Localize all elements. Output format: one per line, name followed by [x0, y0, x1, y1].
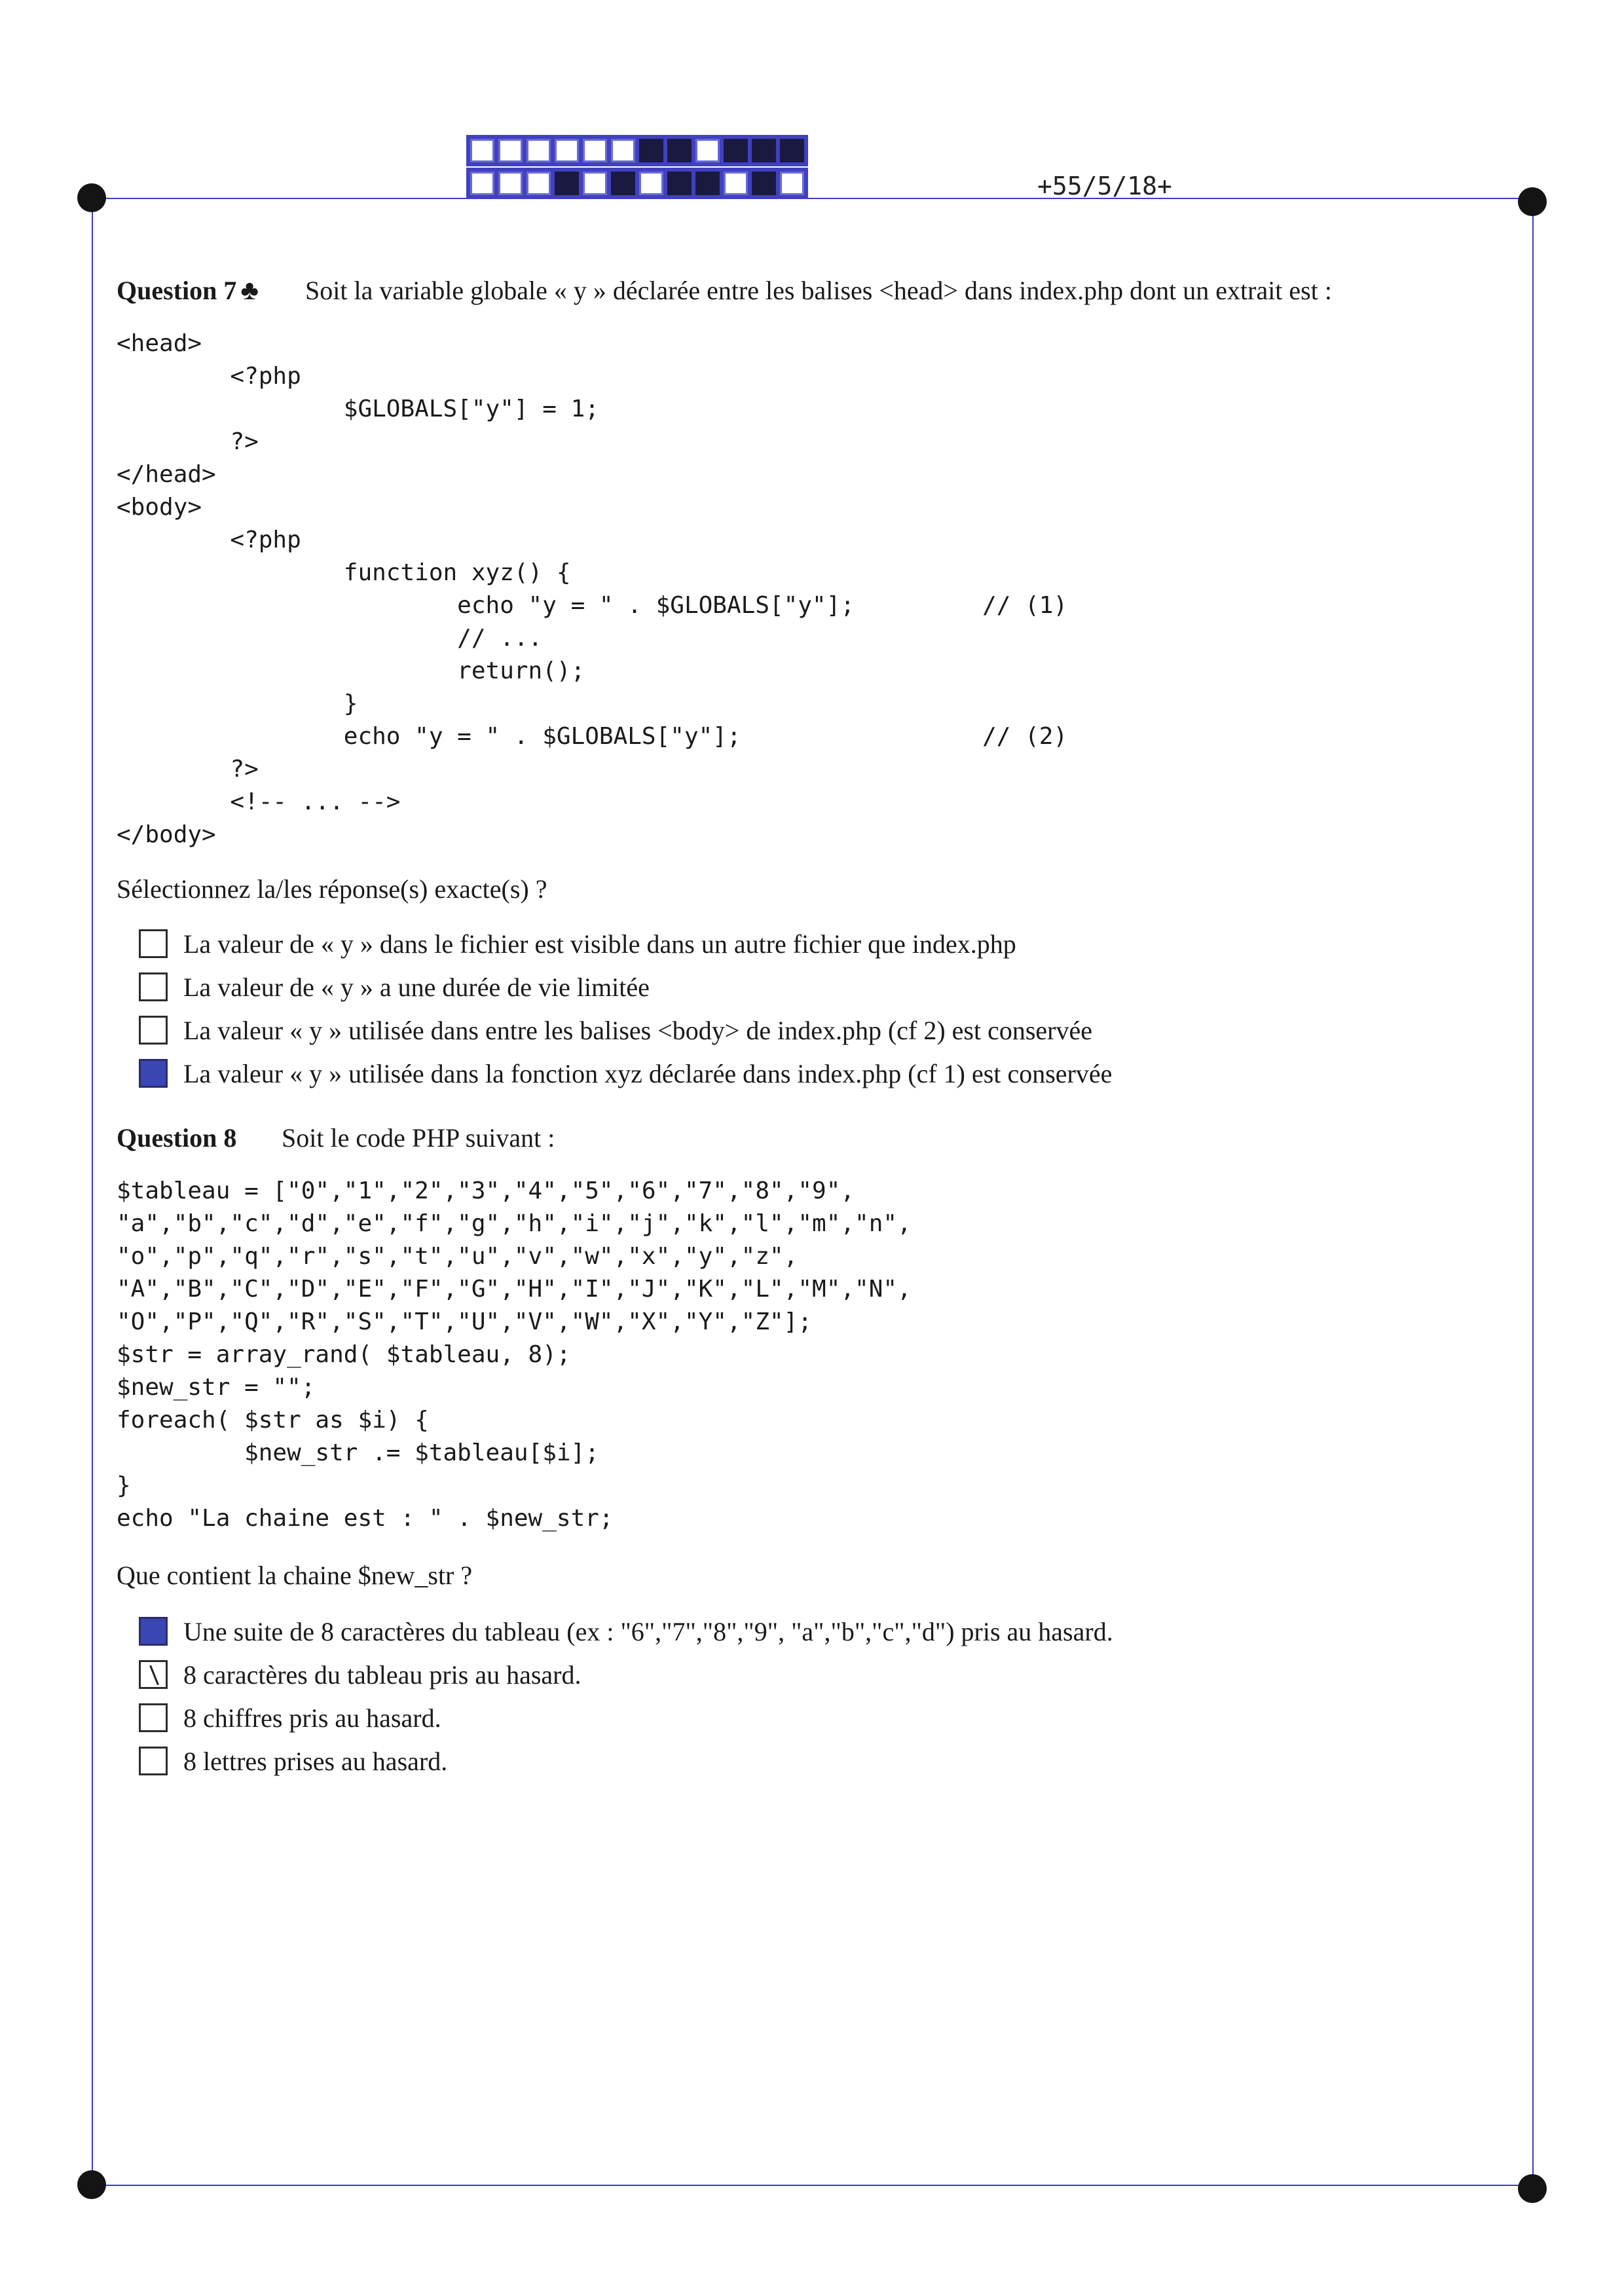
- answer-option[interactable]: [139, 1653, 1113, 1696]
- barcode-cell: [780, 139, 804, 162]
- barcode-cell: [780, 172, 804, 195]
- answer-text: La valeur de « y » dans le fichier est visible dans un autre fichier que index.php: [183, 929, 1016, 959]
- question-7-label: Question 7: [117, 276, 237, 305]
- barcode-cell: [583, 172, 607, 195]
- answer-checkbox[interactable]: [139, 1703, 168, 1732]
- exam-id: +55/5/18+: [1037, 172, 1172, 200]
- answer-checkbox[interactable]: [139, 1747, 168, 1775]
- corner-mark-bottom-left: [77, 2170, 106, 2199]
- question-8-code: $tableau = ["0","1","2","3","4","5","6","7","8","9", "a","b","c","d","e","f","g","h","i","j","k","l","m","n", "o","p","q","r","s","t","u","v","w","x","y","z", "A","B","C","D","E","F","G","H","I","J","K","L","M","N", "O","P","Q","R","S","T","U","V","W","X","Y","Z"]; $str = array_rand( $tableau, 8); $new_str = ""; foreach( $str as $i) { $new_str .= $tableau[$i]; } echo "La chaine est : " . $new_str;: [117, 1177, 912, 1532]
- barcode-cell: [611, 172, 635, 195]
- barcode-cell: [498, 139, 523, 162]
- answer-checkbox[interactable]: [139, 1617, 168, 1646]
- barcode-cell: [752, 172, 776, 195]
- barcode-cell: [611, 139, 635, 162]
- answer-checkbox[interactable]: [139, 1660, 168, 1689]
- answer-text: 8 chiffres pris au hasard.: [183, 1703, 441, 1733]
- answer-text: La valeur « y » utilisée dans la fonction xyz déclarée dans index.php (cf 1) est conservée: [183, 1058, 1113, 1088]
- question-8-answers: [139, 1610, 1113, 1783]
- corner-mark-top-left: [77, 183, 106, 212]
- answer-text: La valeur de « y » a une durée de vie limitée: [183, 972, 650, 1002]
- question-7-prompt: Sélectionnez la/les réponse(s) exacte(s) ?: [117, 874, 547, 904]
- barcode-cell: [470, 139, 494, 162]
- barcode-cell: [639, 139, 663, 162]
- barcode-cell: [695, 139, 720, 162]
- barcode-cell: [724, 172, 748, 195]
- barcode-cell: [470, 172, 494, 195]
- corner-mark-bottom-right: [1518, 2174, 1547, 2203]
- answer-option[interactable]: [139, 1009, 1112, 1052]
- question-8-label: Question 8: [117, 1123, 237, 1153]
- barcode-cell: [526, 172, 551, 195]
- answer-option[interactable]: [139, 922, 1112, 965]
- frame-left-line: [92, 198, 93, 2186]
- question-7-code: <head> <?php $GLOBALS["y"] = 1; ?> </head> <body> <?php function xyz() { echo "y = " . $GLOBALS["y"]; // (1) // ... return(); } echo "y = " . $GLOBALS["y"]; // (2) ?> <!-- ... --> </body>: [117, 330, 1068, 848]
- barcode-cell: [724, 139, 748, 162]
- frame-bottom-line: [92, 2185, 1532, 2186]
- question-7-statement: Soit la variable globale « y » déclarée entre les balises <head> dans index.php dont un extrait est :: [305, 276, 1332, 305]
- barcode-top: [466, 135, 808, 166]
- club-icon: ♣: [240, 276, 259, 306]
- answer-text: Une suite de 8 caractères du tableau (ex : "6","7","8","9", "a","b","c","d") pris au hasard.: [183, 1616, 1113, 1646]
- frame-right-line: [1532, 198, 1534, 2186]
- answer-option[interactable]: [139, 1696, 1113, 1739]
- answer-option[interactable]: [139, 1739, 1113, 1783]
- question-8-heading: [117, 1122, 555, 1153]
- answer-option[interactable]: [139, 1610, 1113, 1653]
- frame-top-line: [92, 198, 1532, 199]
- barcode-cell: [555, 172, 579, 195]
- answer-text: 8 caractères du tableau pris au hasard.: [183, 1659, 581, 1690]
- answer-text: La valeur « y » utilisée dans entre les balises <body> de index.php (cf 2) est conservée: [183, 1015, 1093, 1045]
- answer-checkbox[interactable]: [139, 929, 168, 958]
- barcode-cell: [695, 172, 720, 195]
- question-7-heading: [117, 275, 1332, 306]
- answer-checkbox[interactable]: [139, 1016, 168, 1045]
- barcode-cell: [498, 172, 523, 195]
- corner-mark-top-right: [1518, 187, 1547, 216]
- barcode-bottom: [466, 168, 808, 199]
- answer-option[interactable]: [139, 965, 1112, 1009]
- barcode-cell: [583, 139, 607, 162]
- question-8-prompt: Que contient la chaine $new_str ?: [117, 1561, 473, 1590]
- answer-checkbox[interactable]: [139, 972, 168, 1001]
- question-7-answers: [139, 922, 1112, 1095]
- barcode-cell: [526, 139, 551, 162]
- answer-option[interactable]: [139, 1052, 1112, 1095]
- barcode-cell: [667, 139, 692, 162]
- answer-text: 8 lettres prises au hasard.: [183, 1746, 448, 1776]
- answer-checkbox[interactable]: [139, 1059, 168, 1088]
- barcode-cell: [639, 172, 663, 195]
- barcode-cell: [555, 139, 579, 162]
- barcode-cell: [667, 172, 692, 195]
- barcode-cell: [752, 139, 776, 162]
- question-8-statement: Soit le code PHP suivant :: [282, 1123, 555, 1153]
